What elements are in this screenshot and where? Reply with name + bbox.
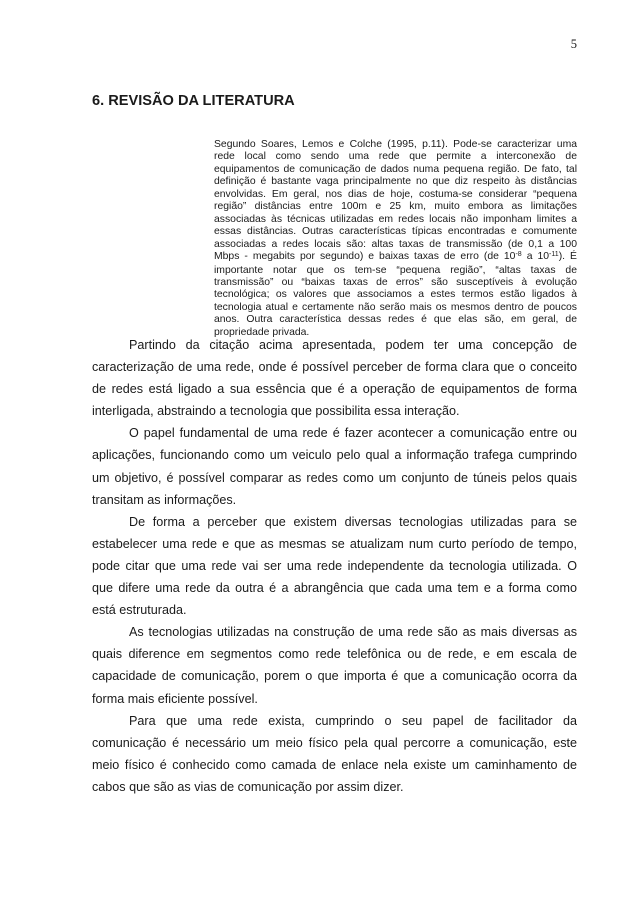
body-text xyxy=(92,334,577,798)
paragraph-first-line: Para que uma rede exista, cumprindo o seu papel de facilitador da xyxy=(129,713,577,728)
body-line: meio físico é conhecido como camada de enlace nela existe um caminhamento de xyxy=(92,757,577,772)
body-line: cabos que são as vias de comunicação por assim dizer. xyxy=(92,779,404,794)
quote-line: associadas a redes locais são: altas taxas de transmissão (de 0,1 a 100 xyxy=(214,238,577,250)
body-line: está estruturada. xyxy=(92,603,187,618)
paragraph-first-line: De forma a perceber que existem diversas tecnologias utilizadas para se xyxy=(129,514,577,529)
quote-text-segment: ). É xyxy=(558,251,577,263)
quote-line: Segundo Soares, Lemos e Colche (1995, p.11). Pode-se caracterizar uma xyxy=(214,139,577,150)
quote-line: equipamentos de comunicação de dados numa pequena região. De fato, tal xyxy=(214,163,577,175)
superscript-exponent: -8 xyxy=(515,250,522,258)
body-line: que difere uma rede da outra é a abrangência que cada uma tem e a forma como xyxy=(92,581,577,596)
quote-line: tecnológica; os valores que associamos a estes termos estão ligados à xyxy=(214,289,577,301)
body-line: comunicação é necessário um meio físico pela qual percorre a comunicação, este xyxy=(92,735,577,750)
quote-line: propriedade privada. xyxy=(214,326,310,338)
quote-line: essas distâncias. Outras características típicas encontradas e comumente xyxy=(214,226,577,238)
quote-line: associadas às técnicas utilizadas em redes locais não imponham limites a xyxy=(214,213,577,225)
body-line: um objetivo, é possível comparar as redes como um conjunto de túneis pelos quais xyxy=(92,470,577,485)
quote-line: tecnologia atual e certamente não serão mais os mesmos dentro de poucos xyxy=(214,301,577,313)
quote-line: transmissão” ou “baixas taxas de erros” são susceptíveis à evolução xyxy=(214,276,577,288)
body-line: caracterização de uma rede, onde é possível perceber de forma clara que o conceito xyxy=(92,360,577,375)
quote-line: anos. Outra característica dessas redes é que elas são, em geral, de xyxy=(214,314,577,326)
block-quote xyxy=(214,139,577,339)
superscript-exponent: -11 xyxy=(549,250,559,258)
body-line: pode citar que uma rede vai ser uma rede independente da tecnologia utilizada. O xyxy=(92,558,577,573)
paragraph-first-line: As tecnologias utilizadas na construção de uma rede são as mais diversas as xyxy=(129,625,577,640)
body-line: de redes está ligado a sua essência que é a operação de equipamentos de forma xyxy=(92,382,577,397)
paragraph-first-line: O papel fundamental de uma rede é fazer acontecer a comunicação entre ou xyxy=(129,426,577,441)
quote-line: região” distâncias entre 100m e 25 km, muito embora as limitações xyxy=(214,201,577,213)
body-line: capacidade de comunicação, porem o que importa é que a comunicação ocorra da xyxy=(92,669,577,684)
quote-line: importante notar que os tem-se “pequena região”, “altas taxas de xyxy=(214,264,577,276)
quote-line: definição é bastante vaga principalmente no que diz respeito às distâncias xyxy=(214,176,577,188)
body-line: quais diference em segmentos como rede telefônica ou de rede, e em escala de xyxy=(92,647,577,662)
quote-text-segment: a 10 xyxy=(521,251,550,263)
body-line: estabelecer uma rede e que as mesmas se atualizam num curto período de tempo, xyxy=(92,536,577,551)
paragraph-first-line: Partindo da citação acima apresentada, podem ter uma concepção de xyxy=(129,338,577,352)
paragraph xyxy=(92,710,577,798)
paragraph xyxy=(92,334,577,422)
page-number: 5 xyxy=(570,37,577,51)
quote-line: envolvidas. Em geral, nos dias de hoje, costuma-se considerar “pequena xyxy=(214,188,577,200)
section-heading: 6. REVISÃO DA LITERATURA xyxy=(92,93,295,109)
paragraph xyxy=(92,621,577,709)
body-line: interligada, abstraindo a tecnologia que possibilita essa interação. xyxy=(92,404,460,419)
body-line: forma mais eficiente possível. xyxy=(92,691,258,706)
body-line: aplicações, funcionando como um veiculo pelo qual a informação trafega cumprindo xyxy=(92,448,577,463)
paragraph xyxy=(92,422,577,510)
quote-text-segment: Mbps - megabits por segundo) e baixas taxas de erro (de 10 xyxy=(214,251,516,263)
body-line: transitam as informações. xyxy=(92,492,237,507)
quote-line xyxy=(214,251,577,264)
paragraph xyxy=(92,511,577,621)
quote-line: rede local como sendo uma rede que permite a interconexão de xyxy=(214,151,577,163)
